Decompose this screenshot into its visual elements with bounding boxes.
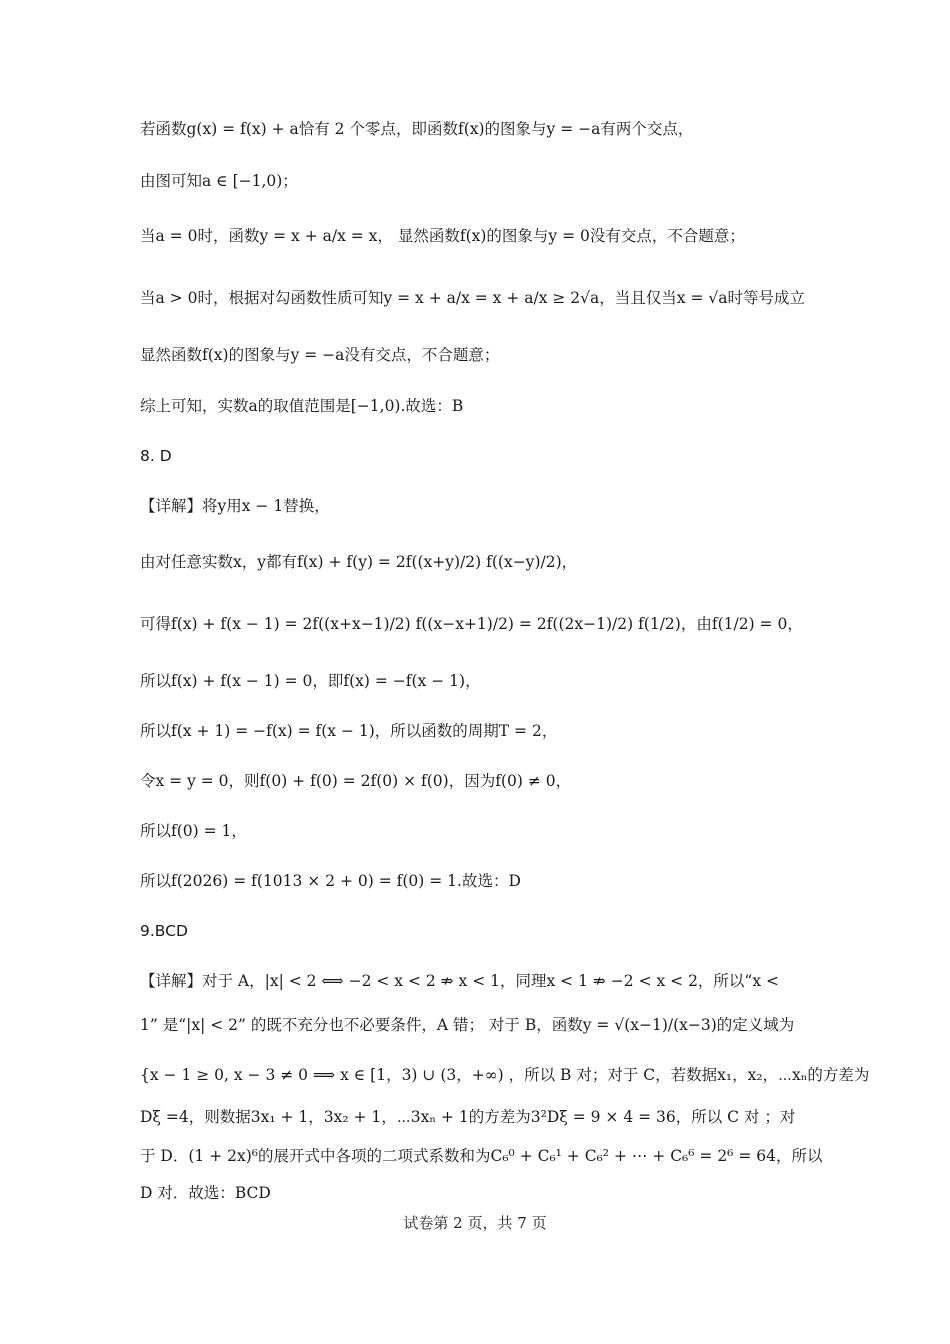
text-line: 由对任意实数x，y都有f(x) + f(y) = 2f((x+y)/2) f((x−y)/2)， <box>140 553 578 571</box>
text-line: 当a = 0时，函数y = x + a/x = x， 显然函数f(x)的图象与y = 0没有交点，不合题意； <box>140 227 745 245</box>
page-footer: 试卷第 2 页，共 7 页 <box>403 1214 547 1232</box>
text-line: 所以f(2026) = f(1013 × 2 + 0) = f(0) = 1.故选：D <box>140 872 521 890</box>
text-line: 于 D．(1 + 2x)⁶的展开式中各项的二项式系数和为C₆⁰ + C₆¹ + C₆² + ⋯ + C₆⁶ = 2⁶ = 64，所以 <box>140 1147 823 1165</box>
text-line: {x − 1 ≥ 0, x − 3 ≠ 0 ⟹ x ∈ [1，3) ∪ (3，+∞) ，所以 B 对；对于 C，若数据x₁，x₂，⋯xₙ的方差为 <box>140 1066 870 1084</box>
text-line: 所以f(x + 1) = −f(x) = f(x − 1)，所以函数的周期T = 2， <box>140 722 558 740</box>
text-line: 由图可知a ∈ [−1,0)； <box>140 172 298 190</box>
text-line: 显然函数f(x)的图象与y = −a没有交点，不合题意； <box>140 346 500 364</box>
text-line: 所以f(0) = 1， <box>140 822 247 840</box>
text-line: 令x = y = 0，则f(0) + f(0) = 2f(0) × f(0)，因为f(0) ≠ 0， <box>140 772 572 790</box>
text-line: 1” 是“|x| < 2” 的既不充分也不必要条件，A 错； 对于 B，函数y = √(x−1)/(x−3)的定义域为 <box>140 1016 795 1034</box>
text-line: Dξ =4，则数据3x₁ + 1，3x₂ + 1，⋯3xₙ + 1的方差为3²Dξ = 9 × 4 = 36，所以 C 对 ；对 <box>140 1108 796 1126</box>
question-number: 9.BCD <box>140 922 188 940</box>
text-line: 所以f(x) + f(x − 1) = 0，即f(x) = −f(x − 1)， <box>140 672 481 690</box>
text-line: 【详解】将y用x − 1替换， <box>140 497 330 515</box>
text-line: 综上可知，实数a的取值范围是[−1,0).故选：B <box>140 397 464 415</box>
text-line: D 对．故选：BCD <box>140 1184 271 1202</box>
text-line: 若函数g(x) = f(x) + a恰有 2 个零点，即函数f(x)的图象与y = −a有两个交点， <box>140 120 694 138</box>
text-line: 【详解】对于 A，|x| < 2 ⟺ −2 < x < 2 ⇏ x < 1，同理x < 1 ⇏ −2 < x < 2，所以“x < <box>140 972 780 990</box>
text-line: 当a > 0时，根据对勾函数性质可知y = x + a/x = x + a/x ≥ 2√a，当且仅当x = √a时等号成立 <box>140 289 805 307</box>
text-line: 可得f(x) + f(x − 1) = 2f((x+x−1)/2) f((x−x+1)/2) = 2f((2x−1)/2) f(1/2)，由f(1/2) = 0， <box>140 615 803 633</box>
question-number: 8. D <box>140 447 172 465</box>
